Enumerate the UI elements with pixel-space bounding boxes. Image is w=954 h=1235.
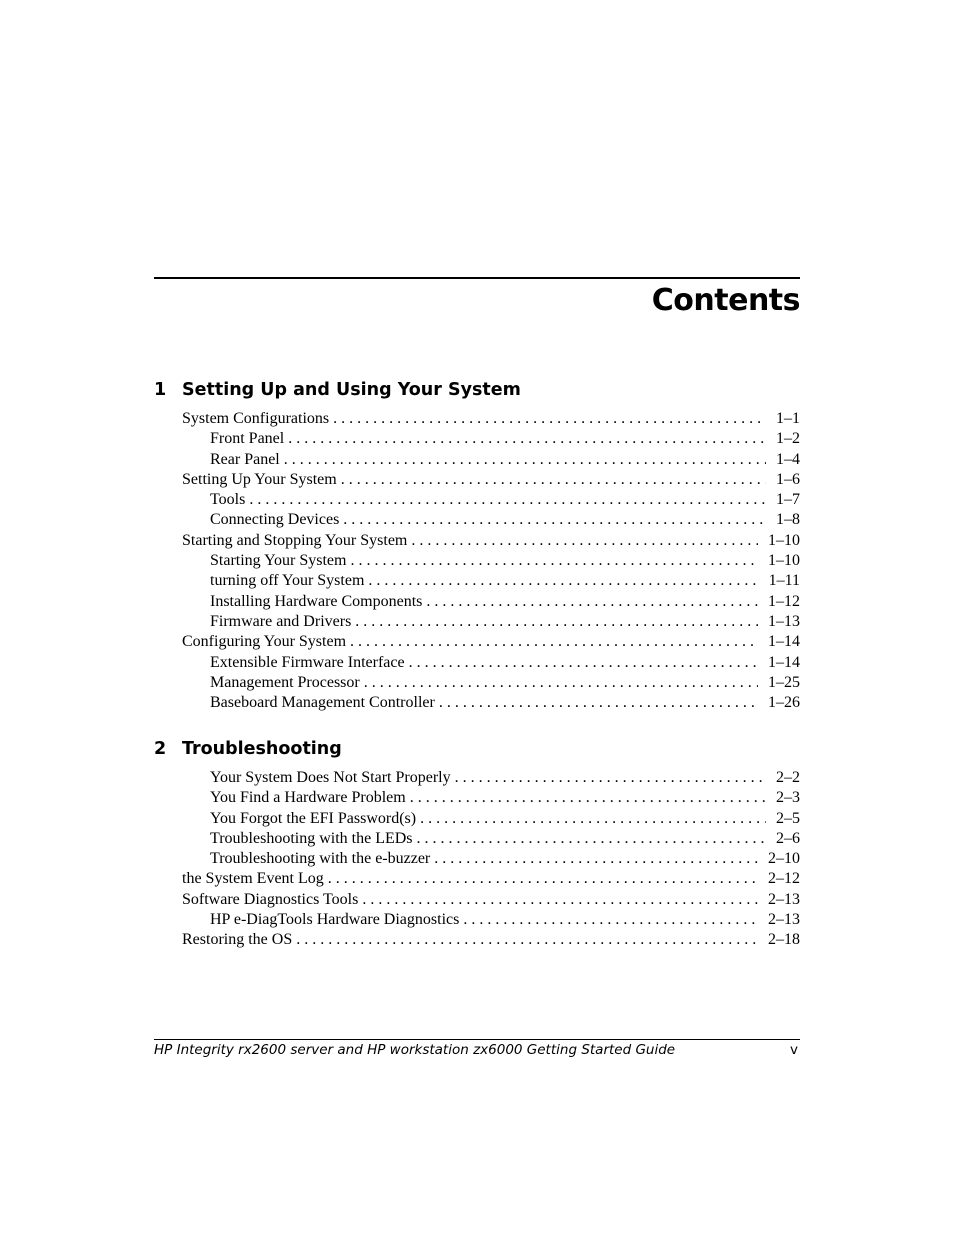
page-footer: [154, 1041, 800, 1059]
toc-entry[interactable]: [154, 673, 800, 693]
chapter-1-section: [154, 375, 800, 713]
toc-entry-label: turning off Your System: [210, 572, 365, 590]
chapter-2-section: [154, 734, 800, 951]
toc-entry[interactable]: [154, 829, 800, 849]
toc-entry-page: 1–13: [768, 612, 800, 630]
toc-entry-label: Troubleshooting with the e-buzzer: [210, 850, 431, 868]
page-title: Contents: [651, 283, 800, 318]
toc-entry[interactable]: [154, 551, 800, 571]
toc-entry-page: 2–2: [776, 769, 800, 786]
title-rule: [154, 277, 800, 279]
toc-entry-page: 2–5: [776, 809, 800, 827]
toc-dot-leader: [463, 910, 758, 930]
toc-entry-page: 2–18: [768, 931, 800, 949]
toc-dot-leader: [426, 592, 758, 612]
toc-entry-page: 2–10: [768, 850, 800, 868]
toc-dot-leader: [341, 470, 766, 490]
toc-entry[interactable]: [154, 450, 800, 470]
footer-title: HP Integrity rx2600 server and HP workstation zx6000 Getting Started Guide: [154, 1042, 676, 1058]
toc-entry[interactable]: [154, 653, 800, 673]
toc-entry[interactable]: [154, 910, 800, 930]
toc-entry-page: 1–8: [776, 511, 800, 529]
toc-entry-label: Setting Up Your System: [182, 470, 337, 488]
toc-entry-page: 1–6: [776, 470, 800, 488]
toc-dot-leader: [439, 693, 758, 713]
toc-dot-leader: [288, 429, 766, 449]
toc-entry[interactable]: [154, 788, 800, 808]
toc-dot-leader: [411, 531, 758, 551]
toc-entry-page: 1–14: [768, 633, 800, 651]
chapter-number: 1: [154, 380, 167, 400]
toc-entry-label: Baseboard Management Controller: [210, 694, 435, 712]
toc-entry-label: Troubleshooting with the LEDs: [210, 829, 413, 847]
toc-entry[interactable]: [154, 531, 800, 551]
toc-entry-label: Management Processor: [210, 673, 360, 691]
toc-entry[interactable]: [154, 490, 800, 510]
toc-entry-page: 2–13: [768, 911, 800, 929]
toc-dot-leader: [350, 632, 758, 652]
toc-entry-label: Rear Panel: [210, 450, 280, 468]
toc-entry[interactable]: [154, 429, 800, 449]
toc-entry[interactable]: [154, 930, 800, 950]
toc-dot-leader: [417, 829, 766, 849]
toc-entry-page: 1–10: [768, 531, 800, 549]
toc-entry-label: Connecting Devices: [210, 511, 340, 529]
toc-entry[interactable]: [154, 849, 800, 869]
toc-dot-leader: [333, 409, 766, 429]
chapter-title: Troubleshooting: [182, 739, 342, 759]
toc-entry-label: System Configurations: [182, 410, 330, 427]
toc-entry[interactable]: [154, 869, 800, 889]
toc-entry[interactable]: [154, 768, 800, 788]
toc-dot-leader: [368, 571, 758, 591]
toc-dot-leader: [343, 510, 766, 530]
toc-entry[interactable]: [154, 612, 800, 632]
toc-entry[interactable]: [154, 632, 800, 652]
toc-entry-page: 1–2: [776, 430, 800, 448]
footer-page-number: v: [790, 1042, 798, 1058]
toc-entry-page: 2–13: [768, 890, 800, 908]
toc-dot-leader: [355, 612, 758, 632]
toc-entry[interactable]: [154, 693, 800, 713]
chapter-heading[interactable]: [154, 734, 800, 764]
toc-entry[interactable]: [154, 510, 800, 530]
toc-entry-label: Firmware and Drivers: [210, 612, 352, 630]
toc-entry-label: Your System Does Not Start Properly: [210, 769, 451, 786]
toc-entry-label: Extensible Firmware Interface: [210, 653, 405, 671]
toc-dot-leader: [420, 809, 766, 829]
toc-entry-page: 2–6: [776, 829, 800, 847]
toc-entry-page: 1–10: [768, 552, 800, 570]
toc-entry-label: the System Event Log: [182, 870, 324, 888]
toc-entry-label: Configuring Your System: [182, 633, 347, 651]
toc-dot-leader: [434, 849, 758, 869]
toc-entry[interactable]: [154, 571, 800, 591]
toc-entry-label: Front Panel: [210, 430, 285, 448]
toc-entry-page: 1–1: [776, 410, 800, 427]
footer-rule: [154, 1039, 800, 1040]
chapter-title: Setting Up and Using Your System: [182, 380, 521, 400]
toc-dot-leader: [328, 869, 758, 889]
toc-entry-label: You Forgot the EFI Password(s): [210, 809, 417, 827]
toc-entry-page: 1–4: [776, 450, 800, 468]
toc-entry-list: [154, 768, 800, 951]
toc-entry[interactable]: [154, 809, 800, 829]
toc-entry-label: Starting Your System: [210, 552, 347, 570]
toc-dot-leader: [455, 768, 766, 788]
toc-dot-leader: [249, 490, 766, 510]
toc-entry-page: 1–14: [768, 653, 800, 671]
toc-dot-leader: [350, 551, 758, 571]
toc-dot-leader: [296, 930, 758, 950]
toc-entry-label: You Find a Hardware Problem: [210, 789, 406, 807]
toc-entry-page: 2–3: [776, 789, 800, 807]
toc-entry-label: Starting and Stopping Your System: [182, 531, 408, 549]
toc-entry[interactable]: [154, 409, 800, 429]
toc-dot-leader: [284, 450, 766, 470]
toc-entry-page: 1–11: [768, 572, 800, 590]
toc-entry-label: HP e-DiagTools Hardware Diagnostics: [210, 911, 460, 929]
toc-entry-page: 1–25: [768, 673, 800, 691]
toc-entry-list: [154, 409, 800, 713]
toc-entry-page: 1–12: [768, 592, 800, 610]
toc-entry[interactable]: [154, 890, 800, 910]
toc-entry[interactable]: [154, 592, 800, 612]
toc-dot-leader: [362, 890, 758, 910]
chapter-number: 2: [154, 739, 167, 759]
toc-entry[interactable]: [154, 470, 800, 490]
toc-dot-leader: [364, 673, 758, 693]
toc-entry-page: 2–12: [768, 870, 800, 888]
toc-entry-page: 1–26: [768, 694, 800, 712]
toc-dot-leader: [410, 788, 766, 808]
toc-entry-page: 1–7: [776, 491, 800, 509]
toc-entry-label: Tools: [210, 491, 246, 509]
toc-entry-label: Software Diagnostics Tools: [182, 890, 359, 908]
toc-dot-leader: [409, 653, 758, 673]
toc-entry-label: Installing Hardware Components: [210, 592, 423, 610]
toc-entry-label: Restoring the OS: [182, 931, 293, 949]
chapter-heading[interactable]: [154, 375, 800, 405]
